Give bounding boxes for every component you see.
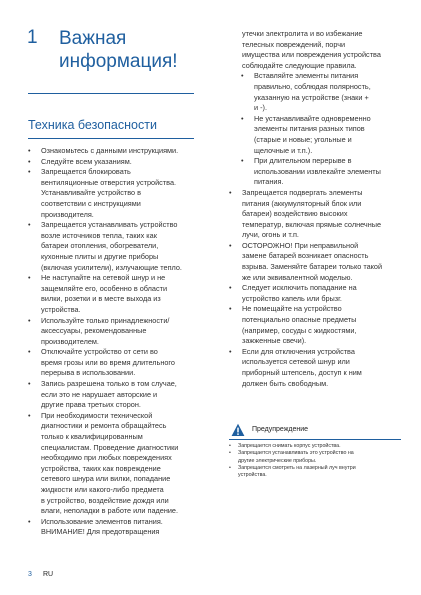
- text-line: же или эквивалентной моделью.: [242, 272, 353, 282]
- text-line: указанную на устройстве (знаки +: [254, 92, 369, 102]
- bullet-icon: •: [241, 113, 244, 123]
- bullet-icon: •: [229, 187, 232, 197]
- text-line: аксессуары, рекомендованные: [41, 326, 147, 336]
- bullet-icon: •: [229, 283, 232, 293]
- text-line: ВНИМАНИЕ! Для предотвращения: [41, 527, 160, 537]
- text-line: перерыва в использовании.: [41, 368, 136, 378]
- text-line: Запрещается смотреть на лазерный луч внутри: [238, 464, 356, 471]
- list-item: [28, 220, 196, 273]
- text-line: температур, включая прямые солнечные: [242, 219, 382, 229]
- text-line: Не наступайте на сетевой шнур и не: [41, 273, 166, 283]
- bullet-icon: •: [28, 379, 31, 389]
- text-line: Ознакомьтесь с данными инструкциями.: [41, 146, 179, 155]
- text-line: Если для отключения устройства: [242, 346, 355, 356]
- text-line: батареи отопления, обогреватели,: [41, 241, 159, 251]
- list-item: [28, 347, 196, 379]
- text-line: Вставляйте элементы питания: [254, 71, 359, 81]
- text-line: Запрещается снимать корпус устройства.: [238, 443, 341, 449]
- text-line: питания (аккумуляторный блок или: [242, 198, 362, 208]
- text-line: взрыва. Заменяйте батареи только такой: [242, 262, 383, 272]
- text-line: Отключайте устройство от сети во: [41, 347, 158, 357]
- list-item: [229, 241, 399, 283]
- text-line: другие права третьих сторон.: [41, 400, 141, 410]
- text-line: устройства, таких как повреждение: [41, 463, 161, 473]
- text-line: влаги, неполадки в работе или падение.: [41, 506, 179, 516]
- text-line: питания.: [254, 177, 284, 187]
- text-line: замене батарей возникает опасность: [242, 251, 369, 261]
- section-title: Техника безопасности: [28, 118, 157, 132]
- text-line: Не помещайте на устройство: [242, 304, 342, 314]
- safety-list-right-items: [229, 188, 399, 389]
- list-item: [229, 283, 399, 304]
- text-line: кухонные плиты и другие приборы: [41, 251, 159, 261]
- text-line: Запрещается блокировать: [41, 167, 131, 177]
- text-line: Следуйте всем указаниям.: [41, 156, 132, 166]
- text-line: Устанавливайте устройство в: [41, 188, 142, 198]
- chapter-divider: [28, 93, 194, 94]
- sub-list-item: [241, 114, 399, 156]
- chapter-title-line-1: Важная: [59, 28, 127, 49]
- text-line: При длительном перерыве в: [254, 156, 352, 166]
- language-code: RU: [43, 571, 54, 578]
- text-line: Запрещается устанавливать это устройство на: [238, 450, 354, 457]
- bullet-icon: •: [28, 315, 31, 325]
- text-line: устройства.: [41, 304, 81, 314]
- bullet-icon: •: [28, 516, 31, 526]
- text-line: другие электрические приборы.: [238, 457, 317, 464]
- text-line: время грозы или во время длительного: [41, 357, 175, 367]
- warning-box: [229, 423, 401, 493]
- continued-paragraph: [229, 29, 399, 71]
- warning-list: [229, 443, 401, 479]
- text-line: специалистам. Проведение диагностики: [41, 442, 179, 452]
- text-line: производителя.: [41, 209, 94, 219]
- bullet-icon: •: [28, 347, 31, 357]
- warning-item: [229, 450, 401, 465]
- text-line: батареи) воздействию высоких: [242, 209, 348, 219]
- bullet-icon: •: [229, 464, 231, 471]
- chapter-number: 1: [27, 27, 38, 48]
- list-item: [28, 146, 196, 157]
- bullet-icon: •: [28, 156, 31, 166]
- text-line: Используйте только принадлежности/: [41, 315, 170, 325]
- text-line: Запрещается подвергать элементы: [242, 187, 363, 197]
- list-item: [28, 316, 196, 348]
- bullet-icon: •: [241, 71, 244, 81]
- text-line: Не устанавливайте одновременно: [254, 113, 371, 123]
- text-line: сетевого шнура или вилки, попадание: [41, 474, 171, 484]
- text-line: (старые и новые; угольные и: [254, 134, 352, 144]
- list-item: [28, 273, 196, 315]
- text-line: зажженные свечи).: [242, 336, 307, 346]
- list-item: [28, 157, 196, 168]
- page-number: 3: [28, 571, 32, 578]
- safety-list-right: [229, 29, 399, 389]
- text-line: Запись разрешена только в том случае,: [41, 379, 177, 389]
- text-line: вилки, розетки и в месте выхода из: [41, 294, 161, 304]
- text-line: только к квалифицированным: [41, 432, 143, 442]
- bullet-icon: •: [28, 410, 31, 420]
- text-line: лучи, огонь и т.п.: [242, 230, 299, 240]
- text-line: жидкости или какого-либо предмета: [41, 485, 164, 494]
- text-line: возле источников тепла, таких как: [41, 230, 157, 240]
- text-line: утечки электролита и во избежание: [242, 29, 363, 38]
- battery-sub-list: [229, 71, 399, 188]
- text-line: устройства.: [238, 472, 267, 479]
- warning-item: [229, 465, 401, 480]
- text-line: соответствии с инструкциями: [41, 198, 141, 208]
- chapter-title: [59, 27, 178, 73]
- chapter-title-line-2: информация!: [59, 51, 178, 72]
- list-item: [229, 304, 399, 346]
- text-line: приборный штепсель, доступ к ним: [242, 368, 362, 377]
- list-item: [28, 517, 196, 538]
- text-line: При необходимости технической: [41, 410, 153, 420]
- text-line: производителем.: [41, 336, 99, 346]
- text-line: телесных повреждений, порчи: [242, 39, 346, 49]
- text-line: использовании извлекайте элементы: [254, 166, 381, 176]
- warning-icon: [231, 423, 245, 437]
- text-line: соблюдайте следующие правила.: [242, 60, 357, 70]
- text-line: Следует исключить попадание на: [242, 283, 357, 293]
- text-line: ОСТОРОЖНО! При неправильной: [242, 240, 359, 250]
- section-divider: [28, 138, 194, 139]
- text-line: вентиляционные отверстия устройства.: [41, 177, 177, 187]
- text-line: в устройство, воздействие дождя или: [41, 495, 169, 505]
- bullet-icon: •: [229, 346, 232, 356]
- bullet-icon: •: [229, 443, 231, 449]
- text-line: элементы питания разных типов: [254, 124, 365, 134]
- list-item: [28, 379, 196, 411]
- list-item: [229, 188, 399, 241]
- text-line: потенциально опасные предметы: [242, 315, 357, 325]
- bullet-icon: •: [229, 240, 232, 250]
- text-line: Использование элементов питания.: [41, 516, 163, 526]
- safety-list-left: [28, 146, 196, 538]
- bullet-icon: •: [28, 220, 31, 230]
- text-line: необходимо при любых повреждениях: [41, 453, 172, 463]
- bullet-icon: •: [28, 273, 31, 283]
- bullet-icon: •: [229, 304, 232, 314]
- text-line: устройство капель или брызг.: [242, 293, 342, 303]
- bullet-icon: •: [241, 156, 244, 166]
- bullet-icon: •: [28, 146, 31, 155]
- text-line: Запрещается устанавливать устройство: [41, 220, 178, 230]
- text-line: если это не нарушает авторские и: [41, 389, 158, 399]
- bullet-icon: •: [28, 167, 31, 177]
- list-item: [28, 167, 196, 220]
- text-line: щелочные и т.п.).: [254, 145, 313, 155]
- text-line: должен быть свободным.: [242, 378, 329, 388]
- warning-header: [229, 423, 401, 440]
- text-line: используется сетевой шнур или: [242, 357, 350, 367]
- list-item: [229, 347, 399, 389]
- text-line: (включая усилители), излучающие тепло.: [41, 262, 182, 272]
- text-line: защемляйте его, особенно в области: [41, 283, 168, 293]
- sub-list-item: [241, 156, 399, 188]
- sub-list-item: [241, 71, 399, 113]
- text-line: диагностики и ремонта обращайтесь: [41, 421, 167, 431]
- text-line: (например, сосуды с жидкостями,: [242, 325, 357, 335]
- list-item: [28, 411, 196, 517]
- warning-title: Предупреждение: [252, 426, 309, 433]
- text-line: имущества или повреждения устройства: [242, 50, 381, 60]
- text-line: и -).: [254, 103, 267, 113]
- text-line: правильно, соблюдая полярность,: [254, 81, 371, 91]
- bullet-icon: •: [229, 450, 231, 457]
